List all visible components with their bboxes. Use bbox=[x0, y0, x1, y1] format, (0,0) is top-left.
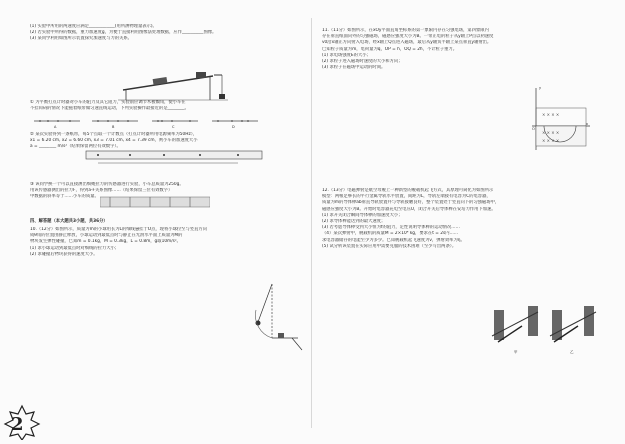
sensor-figure bbox=[100, 195, 210, 209]
text-line: (3) 某同学利用如图所示装置探究加速度与力的关系。 bbox=[30, 36, 132, 42]
text-line: 用该传感器测出的拉力F，得到a-F关系图像……（结果保留三位有效数字） bbox=[30, 188, 173, 194]
text-line: (2) 求粒子进入磁场时速度的大小和方向； bbox=[322, 59, 403, 65]
text-line: (2) 求碰撞后物块获得的速度大小。 bbox=[30, 251, 98, 257]
svg-text:× × × ×: × × × × bbox=[542, 130, 560, 135]
text-line: (2) 若实验中所得的数据，重力加速度g，为便于直接利用图像法处理数据，应作__________图像。 bbox=[30, 30, 217, 36]
section-heading: 四、解答题（本大题共3小题，共36分） bbox=[30, 219, 108, 224]
question-11 bbox=[322, 28, 590, 71]
left-page bbox=[30, 24, 298, 43]
rail-figure bbox=[488, 296, 598, 354]
apparatus-figure bbox=[118, 66, 228, 102]
text-line: (3) 求粒子在磁场中运动的时间。 bbox=[322, 65, 386, 71]
text-line: (5) 试分析该装置在实际应用中需要克服的技术困难（至少写出两条）。 bbox=[322, 243, 457, 249]
text-line: 不挂钩码的情况下能拖着纸带做匀速直线运动，下列实验操作最接近的是________。 bbox=[30, 106, 189, 112]
text-line: a = ________ m/s²（结果保留两位有效数字）。 bbox=[30, 144, 121, 150]
text-line: (3) 若考虑导体棒受到大小恒为f的阻力，定性说明导体棒的运动情况…… bbox=[322, 225, 460, 231]
text-line: 模型：两根足够长的平行金属导轨水平放置，间距为L，导轨左端接有电容为C的电容器， bbox=[322, 194, 491, 200]
page-gutter bbox=[311, 18, 312, 428]
text-line: v0沿x轴正方向射入电场，经x轴上Q点进入磁场，最后从y轴负半轴上某点垂直y轴射出。 bbox=[322, 40, 492, 46]
text-line: 物块发生弹性碰撞，已知m = 0.1kg，M = 0.3kg，L = 0.8m，g取10m/s²。 bbox=[30, 239, 181, 245]
option-label-a: A bbox=[54, 125, 57, 129]
page-number-badge bbox=[2, 404, 42, 440]
question-12 bbox=[322, 188, 590, 250]
text-line: 质量为m的导体棒ab垂直导轨放置并与导轨接触良好，整个装置处于竖直向下的匀强磁场中， bbox=[322, 200, 500, 206]
left-page-part2 bbox=[30, 100, 298, 112]
page-number: 2 bbox=[11, 414, 24, 435]
text-line: x1 = 6.20 cm, x2 = 6.60 cm, x3 = 7.01 cm, x4 = 7.39 cm，则小车的加速度大小 bbox=[30, 138, 198, 144]
pendulum-figure bbox=[252, 282, 304, 354]
text-line: (1) 求开关闭合瞬间导体棒的加速度大小； bbox=[322, 212, 403, 218]
svg-text:× × × ×: × × × × bbox=[542, 112, 560, 117]
text-line: 求电容器储存的电能至少为多少。已知舰载机起飞速度为v，弹射效率为η。 bbox=[322, 237, 465, 243]
option-label-b: B bbox=[112, 125, 115, 129]
text-line: (1) 实验中所用的两速度应满足____________(用所测物理量表示)。 bbox=[30, 24, 157, 29]
text-line: (1) 求电场强度E的大小； bbox=[322, 52, 371, 58]
text-line: 11.（11分）如图所示，在xOy平面直角坐标系的第一象限内存在匀强电场，第四象限内 bbox=[322, 28, 489, 33]
origin-label: O bbox=[532, 127, 535, 131]
field-figure bbox=[530, 86, 592, 154]
svg-text:× × × ×: × × × × bbox=[542, 138, 560, 143]
axis-x-label: x bbox=[586, 122, 589, 126]
figure-label-jia: 甲 bbox=[514, 350, 518, 354]
text-line: ② 某次实验得到一条纸带，每5个点取一个计数点（打点计时器所用电源频率为50Hz）， bbox=[30, 132, 198, 137]
text-line: 12.（13分）电磁弹射是航空母舰上一种新型的舰载机起飞方式，其原理可简化为如图所示 bbox=[322, 188, 494, 193]
text-line: 磁感应强度大小为B。开始时电容器充电至电压U，闭合开关后导体棒在安培力作用下加速。 bbox=[322, 206, 496, 212]
axis-y-label: y bbox=[539, 86, 542, 90]
paper-tape-figure bbox=[84, 147, 264, 169]
text-line: (1) 求小球运动到最低点时对细线的拉力大小； bbox=[30, 245, 120, 251]
text-line: ③ 该同学换一个可以直接测出细绳拉力的传感器进行实验，小车总质量为250g。 bbox=[30, 182, 184, 187]
option-label-c: C bbox=[172, 125, 175, 129]
text-line: 存在垂直纸面向外的匀强磁场，磁感应强度大小为B。一带正电的粒子从y轴上P点以初速度 bbox=[322, 34, 494, 40]
text-line: 10.（12分）如图所示，质量为m的小球用长为L的细线悬挂于O点，现将小球拉至与竖直方向 bbox=[30, 227, 207, 232]
text-line: 中数据的斜率等于……小车的质量。 bbox=[30, 194, 99, 200]
figure-label-yi: 乙 bbox=[570, 350, 574, 354]
text-line: ① 为平衡打点计时器对小车的阻力及其它阻力，实验前应调节木板倾角，使小车在 bbox=[30, 100, 186, 105]
text-line: 已知粒子质量为m，电荷量为q，OP = h，OQ = 2h，不计粒子重力。 bbox=[322, 46, 458, 52]
option-label-d: D bbox=[232, 125, 235, 129]
question-10 bbox=[30, 227, 255, 258]
text-line: (2) 求导体棒能达到的最大速度； bbox=[322, 219, 386, 225]
text-line: 成θ角的位置由静止释放，小球运动到最低点时与静止在光滑水平面上质量为M的 bbox=[30, 233, 183, 239]
text-line: （4）某次弹射中，舰载机的质量M = 2×10⁴ kg，要求在t = 2s内…… bbox=[322, 231, 459, 237]
